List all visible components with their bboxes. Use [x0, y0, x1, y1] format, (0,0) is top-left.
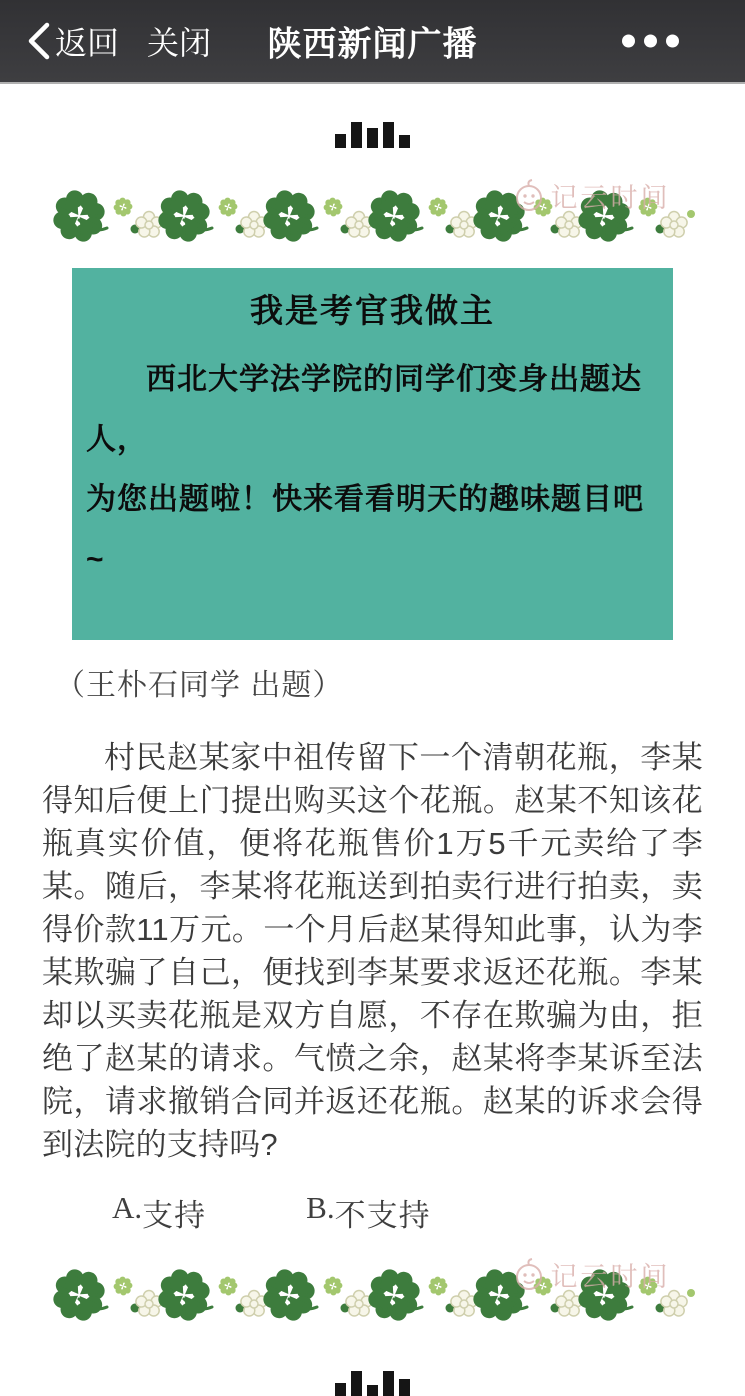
question-paragraph: 村民赵某家中祖传留下一个清朝花瓶，李某得知后便上门提出购买这个花瓶。赵某不知该花瓶真实价值，便将花瓶售价1万5千元卖给了李某。随后，李某将花瓶送到拍卖行进行拍卖，卖得价款11万元。一个月后赵某得知此事，认为李某欺骗了自己，便找到李某要求返还花瓶。李某却以买卖花瓶是双方自愿，不存在欺骗为由，拒绝了赵某的请求。气愤之余，赵某将李某诉至法院，请求撤销合同并返还花瓶。赵某的诉求会得到法院的支持吗? — [42, 740, 703, 1162]
option-b-key: B. — [306, 1190, 335, 1225]
article-content — [0, 122, 745, 1396]
page-title: 陕西新闻广播 — [267, 25, 478, 64]
audio-bars-icon-top — [335, 122, 410, 148]
close-button[interactable] — [147, 18, 211, 64]
more-button[interactable] — [616, 29, 685, 54]
watermark-text: 记云时间 — [550, 183, 671, 213]
close-label: 关闭 — [147, 25, 212, 61]
clover-divider-bottom — [49, 1263, 697, 1325]
option-a-key: A. — [112, 1190, 143, 1225]
smiley-icon — [512, 179, 546, 213]
byline: （王朴石同学 出题） — [55, 669, 344, 702]
more-ellipsis-icon — [622, 35, 635, 48]
card-line-1: 西北大学法学院的同学们变身出题达人， — [86, 363, 642, 456]
option-a — [112, 1190, 206, 1235]
clover-divider-top — [49, 184, 697, 246]
back-label: 返回 — [55, 25, 120, 61]
navbar — [0, 0, 745, 84]
smiley-icon — [512, 1258, 546, 1292]
options-row — [112, 1190, 745, 1235]
audio-bars-icon-bottom — [335, 1371, 410, 1396]
watermark-text: 记云时间 — [550, 1262, 671, 1292]
option-b — [306, 1190, 430, 1235]
back-button[interactable] — [26, 18, 119, 64]
option-a-label: 支持 — [142, 1198, 207, 1233]
quiz-intro-card — [72, 268, 673, 640]
card-line-2: 为您出题啦！快来看看明天的趣味题目吧~ — [86, 483, 644, 576]
back-chevron-icon — [26, 21, 52, 61]
card-title: 我是考官我做主 — [250, 292, 495, 329]
watermark — [512, 176, 671, 215]
nav-left-group — [26, 18, 211, 64]
watermark — [512, 1255, 671, 1294]
option-b-label: 不支持 — [334, 1198, 431, 1233]
